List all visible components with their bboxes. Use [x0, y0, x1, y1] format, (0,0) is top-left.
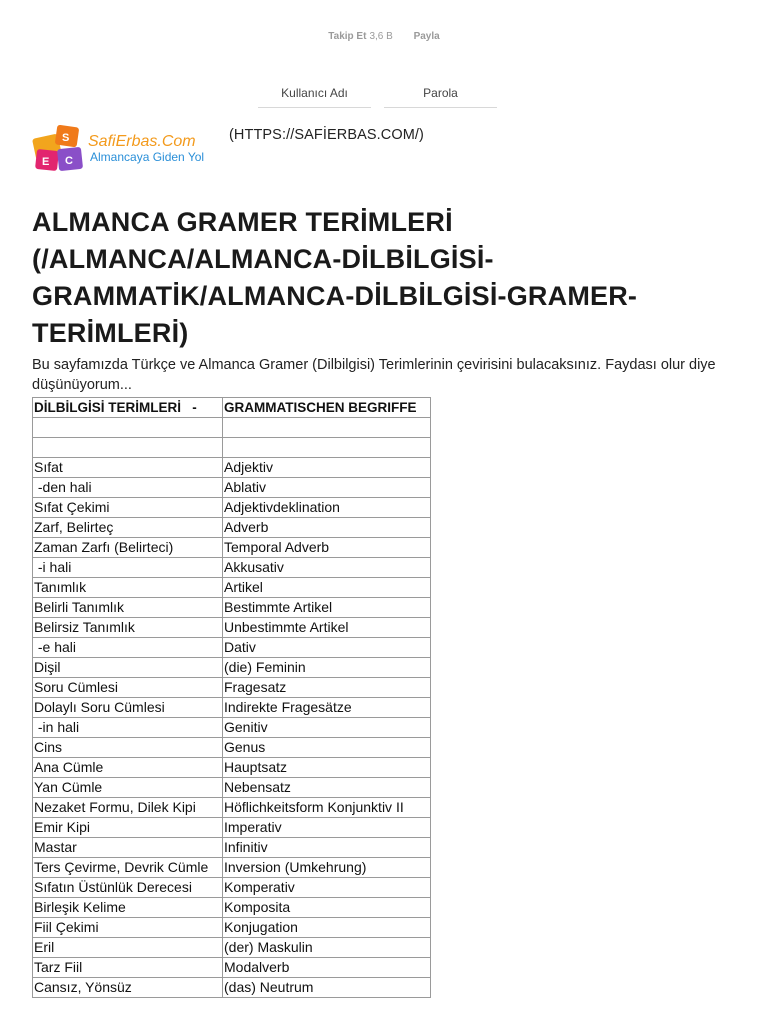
german-term-cell: Nebensatz: [223, 778, 431, 798]
follower-count: 3,6 B: [369, 31, 393, 42]
german-term-cell: Bestimmte Artikel: [223, 598, 431, 618]
german-term-cell: Höflichkeitsform Konjunktiv II: [223, 798, 431, 818]
table-row: [33, 898, 431, 918]
german-term-cell: Akkusativ: [223, 558, 431, 578]
table-row: [33, 618, 431, 638]
header-german: GRAMMATISCHEN BEGRIFFE: [223, 398, 431, 418]
turkish-term-cell: Soru Cümlesi: [33, 678, 223, 698]
turkish-term-cell: -den hali: [33, 478, 223, 498]
table-row: [33, 958, 431, 978]
german-term-cell: (der) Maskulin: [223, 938, 431, 958]
german-term-cell: Unbestimmte Artikel: [223, 618, 431, 638]
turkish-term-cell: Fiil Çekimi: [33, 918, 223, 938]
turkish-term-cell: Nezaket Formu, Dilek Kipi: [33, 798, 223, 818]
turkish-term-cell: Sıfat Çekimi: [33, 498, 223, 518]
table-row: [33, 578, 431, 598]
german-term-cell: [223, 438, 431, 458]
password-field[interactable]: Parola: [384, 86, 497, 108]
german-term-cell: Komperativ: [223, 878, 431, 898]
turkish-term-cell: Emir Kipi: [33, 818, 223, 838]
terms-table-body: [33, 418, 431, 998]
table-row: [33, 518, 431, 538]
table-row: [33, 598, 431, 618]
table-header-row: [33, 398, 431, 418]
table-row: [33, 478, 431, 498]
turkish-term-cell: Sıfat: [33, 458, 223, 478]
german-term-cell: Temporal Adverb: [223, 538, 431, 558]
german-term-cell: Imperativ: [223, 818, 431, 838]
follow-button[interactable]: Takip Et: [328, 31, 367, 42]
german-term-cell: Infinitiv: [223, 838, 431, 858]
top-action-bar: [0, 31, 768, 42]
table-row: [33, 938, 431, 958]
german-term-cell: Indirekte Fragesätze: [223, 698, 431, 718]
german-term-cell: Adjektiv: [223, 458, 431, 478]
table-row: [33, 918, 431, 938]
site-url-link[interactable]: (HTTPS://SAFİERBAS.COM/): [229, 127, 424, 143]
german-term-cell: Ablativ: [223, 478, 431, 498]
turkish-term-cell: -e hali: [33, 638, 223, 658]
table-row: [33, 458, 431, 478]
turkish-term-cell: -in hali: [33, 718, 223, 738]
table-row: [33, 738, 431, 758]
turkish-term-cell: [33, 418, 223, 438]
logo-cubes-icon: [32, 125, 83, 172]
terms-table: [32, 397, 431, 998]
table-row: [33, 538, 431, 558]
german-term-cell: Adjektivdeklination: [223, 498, 431, 518]
table-row: [33, 858, 431, 878]
german-term-cell: (das) Neutrum: [223, 978, 431, 998]
turkish-term-cell: Belirsiz Tanımlık: [33, 618, 223, 638]
turkish-term-cell: Mastar: [33, 838, 223, 858]
share-button[interactable]: Payla: [413, 31, 440, 42]
german-term-cell: Inversion (Umkehrung): [223, 858, 431, 878]
logo-tagline: Almancaya Giden Yol: [90, 150, 205, 164]
logo-letter-s: S: [62, 132, 70, 144]
german-term-cell: Hauptsatz: [223, 758, 431, 778]
table-row: [33, 418, 431, 438]
table-row: [33, 758, 431, 778]
german-term-cell: Dativ: [223, 638, 431, 658]
table-row: [33, 878, 431, 898]
german-term-cell: Konjugation: [223, 918, 431, 938]
turkish-term-cell: Birleşik Kelime: [33, 898, 223, 918]
german-term-cell: Artikel: [223, 578, 431, 598]
german-term-cell: (die) Feminin: [223, 658, 431, 678]
table-row: [33, 778, 431, 798]
turkish-term-cell: Eril: [33, 938, 223, 958]
turkish-term-cell: Yan Cümle: [33, 778, 223, 798]
logo-name: SafiErbas.Com: [88, 133, 196, 150]
table-row: [33, 978, 431, 998]
table-row: [33, 438, 431, 458]
intro-text: Bu sayfamızda Türkçe ve Almanca Gramer (Dilbilgisi) Terimlerinin çevirisini bulacaksınız. Faydası olur diye düşünüyorum...: [32, 357, 716, 393]
turkish-term-cell: Dişil: [33, 658, 223, 678]
german-term-cell: Genus: [223, 738, 431, 758]
german-term-cell: Komposita: [223, 898, 431, 918]
table-row: [33, 838, 431, 858]
table-row: [33, 638, 431, 658]
site-logo[interactable]: [32, 124, 230, 174]
turkish-term-cell: Cansız, Yönsüz: [33, 978, 223, 998]
table-row: [33, 498, 431, 518]
table-row: [33, 818, 431, 838]
turkish-term-cell: Ters Çevirme, Devrik Cümle: [33, 858, 223, 878]
german-term-cell: Fragesatz: [223, 678, 431, 698]
page-title[interactable]: ALMANCA GRAMER TERİMLERİ (/ALMANCA/ALMANCA-DİLBİLGİSİ-GRAMMATİK/ALMANCA-DİLBİLGİSİ-GRAMER-TERİMLERİ): [32, 207, 638, 348]
german-term-cell: Adverb: [223, 518, 431, 538]
turkish-term-cell: Cins: [33, 738, 223, 758]
logo-letter-e: E: [42, 156, 50, 168]
turkish-term-cell: Tarz Fiil: [33, 958, 223, 978]
german-term-cell: Modalverb: [223, 958, 431, 978]
turkish-term-cell: Belirli Tanımlık: [33, 598, 223, 618]
logo-letter-c: C: [65, 155, 73, 167]
header-turkish: DİLBİLGİSİ TERİMLERİ -: [33, 398, 223, 418]
username-field[interactable]: Kullanıcı Adı: [258, 86, 371, 108]
german-term-cell: Genitiv: [223, 718, 431, 738]
turkish-term-cell: -i hali: [33, 558, 223, 578]
turkish-term-cell: [33, 438, 223, 458]
table-row: [33, 658, 431, 678]
table-row: [33, 798, 431, 818]
turkish-term-cell: Ana Cümle: [33, 758, 223, 778]
turkish-term-cell: Zarf, Belirteç: [33, 518, 223, 538]
turkish-term-cell: Dolaylı Soru Cümlesi: [33, 698, 223, 718]
table-row: [33, 678, 431, 698]
turkish-term-cell: Sıfatın Üstünlük Derecesi: [33, 878, 223, 898]
table-row: [33, 718, 431, 738]
turkish-term-cell: Tanımlık: [33, 578, 223, 598]
table-row: [33, 558, 431, 578]
german-term-cell: [223, 418, 431, 438]
table-row: [33, 698, 431, 718]
turkish-term-cell: Zaman Zarfı (Belirteci): [33, 538, 223, 558]
login-form: [258, 86, 497, 108]
